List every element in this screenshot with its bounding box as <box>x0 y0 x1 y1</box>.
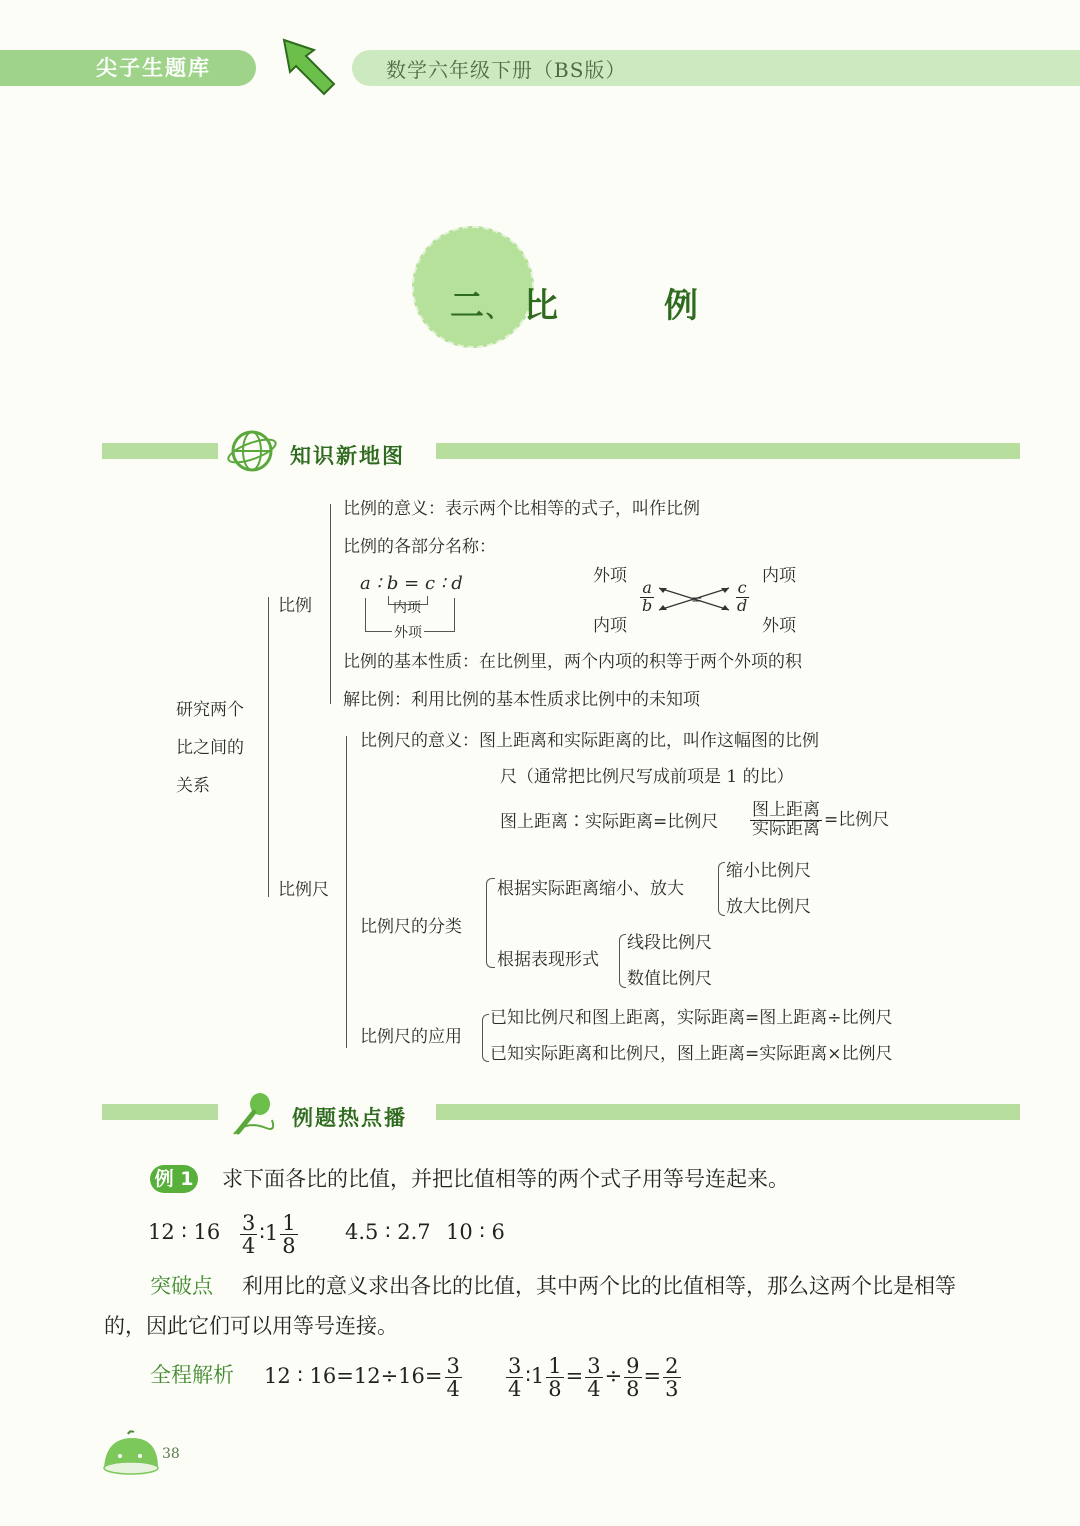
solution-step-1: 12 ∶ 16=12÷16= $\frac{3}{4}$ <box>264 1354 460 1402</box>
solution-step-2: $\frac{3}{4}$ ∶1 $\frac{1}{8}$ = $\frac{3}{4}$ ÷ $\frac{9}{8}$ = $\frac{2}{3}$ <box>508 1354 679 1402</box>
map-branch-proportion: 比例 <box>278 596 312 616</box>
cross-fraction-right: $\frac{c}{d}$ <box>737 578 748 615</box>
enlarge-scale: 放大比例尺 <box>726 897 811 917</box>
microphone-icon <box>226 1090 282 1140</box>
arrow-icon <box>280 38 336 98</box>
proportion-meaning: 比例的意义：表示两个比相等的式子，叫作比例 <box>343 499 700 519</box>
classify-by-size: 根据实际距离缩小、放大 <box>497 879 684 899</box>
proportion-bracket <box>330 504 331 704</box>
line-scale: 线段比例尺 <box>627 933 712 953</box>
scale-formula-ratio: 图上距离∶实际距离=比例尺 <box>500 812 719 832</box>
proportion-equation: a ∶ b = c ∶ d <box>360 573 463 594</box>
tip-label: 突破点 <box>150 1274 213 1298</box>
example-ratio-2: $\frac{3}{4}$ ∶1 $\frac{1}{8}$ <box>242 1211 296 1259</box>
scale-apply-1: 已知比例尺和图上距离，实际距离=图上距离÷比例尺 <box>490 1008 893 1028</box>
scale-meaning-1: 比例尺的意义：图上距离和实际距离的比，叫作这幅图的比例 <box>360 731 819 751</box>
scale-bracket <box>346 736 347 1048</box>
outer-term-label: 外项 <box>394 625 422 641</box>
example-badge: 例 1 <box>150 1165 198 1193</box>
book-title: 数学六年级下册（BS版） <box>386 58 627 82</box>
tip-text-1: 利用比的意义求出各比的比值，其中两个比的比值相等，那么这两个比是相等 <box>242 1274 956 1298</box>
scale-apply-2: 已知实际距离和比例尺，图上距离=实际距离×比例尺 <box>490 1044 893 1064</box>
mascot-icon <box>100 1430 162 1476</box>
example-ratio-1: 12 ∶ 16 <box>148 1220 221 1244</box>
proportion-solve: 解比例：利用比例的基本性质求比例中的未知项 <box>343 690 700 710</box>
shrink-scale: 缩小比例尺 <box>726 861 811 881</box>
classify-by-form: 根据表现形式 <box>497 950 599 970</box>
classify-bracket <box>486 878 495 968</box>
scale-meaning-2: 尺（通常把比例尺写成前项是 1 的比） <box>500 767 794 787</box>
map-root-line1: 研究两个 <box>176 700 244 720</box>
example-question: 求下面各比的比值，并把比值相等的两个式子用等号连起来。 <box>222 1167 789 1191</box>
apply-bracket <box>482 1014 489 1062</box>
book-series-label: 尖子生题库 <box>96 56 211 80</box>
scale-formula-fraction: $\frac{\text{图上距离}}{\text{实际距离}}$ =比例尺 <box>752 800 890 839</box>
page-number: 38 <box>162 1446 180 1462</box>
section2-bar-right <box>436 1104 1020 1120</box>
cross-outer-top-left: 外项 <box>593 566 627 586</box>
tip-text-2: 的，因此它们可以用等号连接。 <box>104 1314 398 1338</box>
example-ratio-4: 10 ∶ 6 <box>446 1220 505 1244</box>
size-bracket <box>718 862 725 916</box>
globe-icon <box>226 426 278 476</box>
scale-classify-title: 比例尺的分类 <box>360 917 462 937</box>
cross-inner-bottom-left: 内项 <box>593 616 627 636</box>
map-root-line3: 关系 <box>176 776 210 796</box>
form-bracket <box>619 934 626 988</box>
solution-label: 全程解析 <box>150 1363 234 1387</box>
section2-bar-left <box>102 1104 218 1120</box>
numeric-scale: 数值比例尺 <box>627 969 712 989</box>
cross-fraction-left: $\frac{a}{b}$ <box>642 578 653 615</box>
cross-inner-top-right: 内项 <box>762 566 796 586</box>
svg-text:=: = <box>691 592 703 608</box>
map-root-line2: 比之间的 <box>176 738 244 758</box>
section-title-examples: 例题热点播 <box>292 1106 407 1130</box>
proportion-parts-title: 比例的各部分名称： <box>343 537 496 557</box>
chapter-number: 二、 比 <box>450 286 561 326</box>
section-bar-left <box>102 443 218 459</box>
cross-outer-bottom-right: 外项 <box>762 616 796 636</box>
cross-arrows <box>655 582 735 616</box>
example-ratio-3: 4.5 ∶ 2.7 <box>345 1220 431 1244</box>
section-title-map: 知识新地图 <box>290 444 405 468</box>
scale-apply-title: 比例尺的应用 <box>360 1027 462 1047</box>
map-branch-scale: 比例尺 <box>278 880 329 900</box>
inner-term-label: 内项 <box>393 600 421 616</box>
section-bar-right <box>436 443 1020 459</box>
proportion-property: 比例的基本性质：在比例里，两个内项的积等于两个外项的积 <box>343 652 802 672</box>
chapter-title-suffix: 例 <box>664 286 698 326</box>
map-root-bracket <box>268 597 269 897</box>
